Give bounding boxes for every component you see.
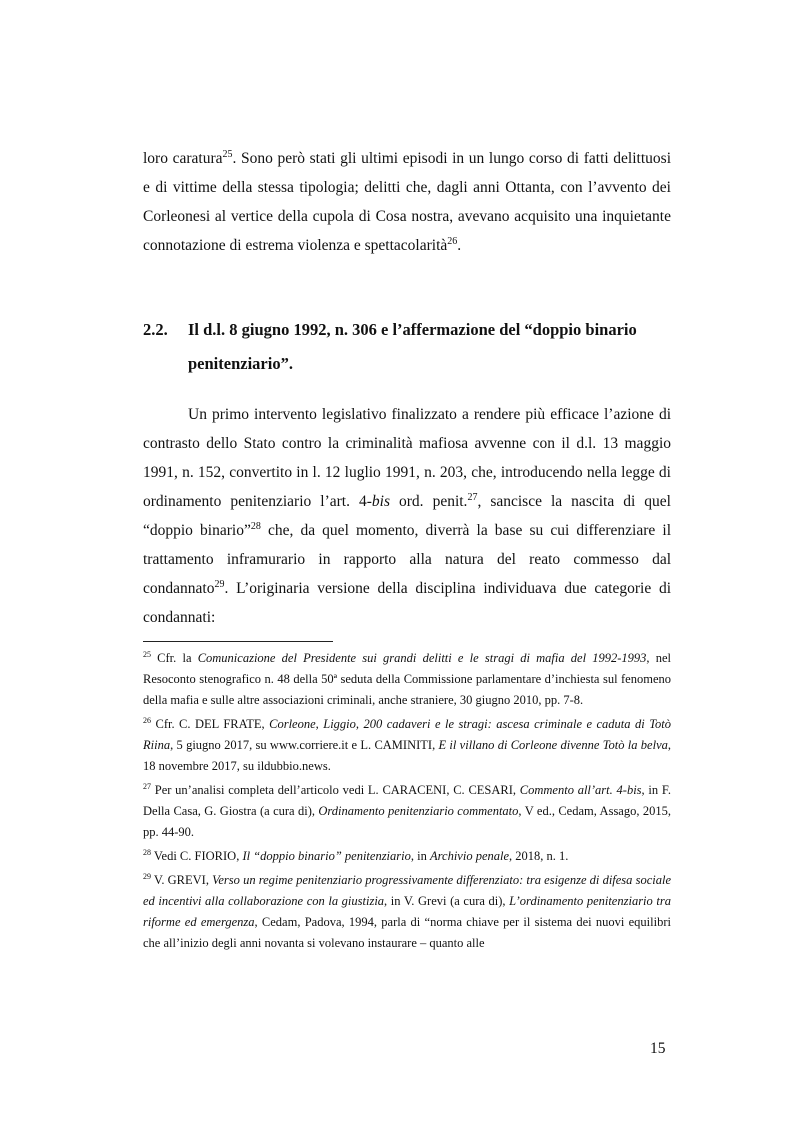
footnote-ref-27[interactable]: 27 — [467, 491, 478, 503]
section-title: Il d.l. 8 giugno 1992, n. 306 e l’affermazione del “doppio binario penitenziario”. — [188, 320, 637, 373]
footnote-ref-29[interactable]: 29 — [214, 578, 225, 590]
footnote-ref-28[interactable]: 28 — [250, 520, 261, 532]
section-number: 2.2. — [143, 320, 168, 339]
footnote-29: $^{29}$ V. GREVI, Verso un regime penitenziario progressivamente differenziato: tra esigenze di difesa sociale ed incentivi alla collaborazione con la giustizia, in V. Grevi (a cura di), L’ordinamento penitenziario tra riforme ed emergenza, Cedam, Padova, 1994, parla di “norma chiave per il sistema dei nuovi equilibri che all’inizio degli anni novanta si volevano instaurare – quanto alle — [143, 871, 671, 950]
footnote-separator — [143, 641, 333, 642]
footnote-26: $^{26}$ Cfr. C. DEL FRATE, Corleone, Liggio, 200 cadaveri e le stragi: ascesa criminale e caduta di Totò Riina, 5 giugno 2017, su www.corriere.it e L. CAMINITI, E il villano di Corleone divenne Totò la belva, 18 novembre 2017, su ildubbio.news. — [143, 715, 671, 773]
footnote-ref-25[interactable]: 25 — [222, 148, 233, 160]
footnote-25: $^{25}$ Cfr. la Comunicazione del Presidente sui grandi delitti e le stragi di mafia del 1992-1993, nel Resoconto stenografico n. 48 della 50ª seduta della Commissione parlamentare d’inchiesta sul fenomeno della mafia e sulle altre associazioni criminali, anche straniere, 30 giugno 2010, pp. 7-8. — [143, 649, 672, 707]
body-paragraph-1: loro caratura$^{25}$. Sono però stati gli ultimi episodi in un lungo corso di fatti delittuosi e di vittime della stessa tipologia; delitti che, dagli anni Ottanta, con l’avvento dei Corleonesi al vertice della cupola di Cosa nostra, avevano acquisito una inquietante connotazione di estrema violenza e spettacolarità$^{26}$. — [143, 148, 672, 254]
footnote-ref-26[interactable]: 26 — [447, 235, 458, 247]
body-paragraph-2: Un primo intervento legislativo finalizzato a rendere più efficace l’azione di contrasto dello Stato contro la criminalità mafiosa avvenne con il d.l. 13 maggio 1991, n. 152, convertito in l. 12 luglio 1991, n. 203, che, introducendo nella legge di ordinamento penitenziario l’art. 4-bis ord. penit.$^{27}$, sancisce la nascita di quel “doppio binario”$^{28}$ che, da quel momento, diverrà la base su cui differenziare il trattamento inframurario in rapporto alla natura del reato commesso dal condannato$^{29}$. L’originaria versione della disciplina individuava due categorie di condannati: — [143, 406, 671, 626]
page-number: 15 — [650, 1040, 666, 1057]
footnotes — [143, 648, 671, 957]
footnote-28: $^{28}$ Vedi C. FIORIO, Il “doppio binario” penitenziario, in Archivio penale, 2018, n. 1. — [143, 847, 569, 863]
section-heading — [143, 313, 671, 381]
footnote-27: $^{27}$ Per un’analisi completa dell’articolo vedi L. CARACENI, C. CESARI, Commento all’art. 4-bis, in F. Della Casa, G. Giostra (a cura di), Ordinamento penitenziario commentato, V ed., Cedam, Assago, 2015, pp. 44-90. — [143, 781, 671, 839]
